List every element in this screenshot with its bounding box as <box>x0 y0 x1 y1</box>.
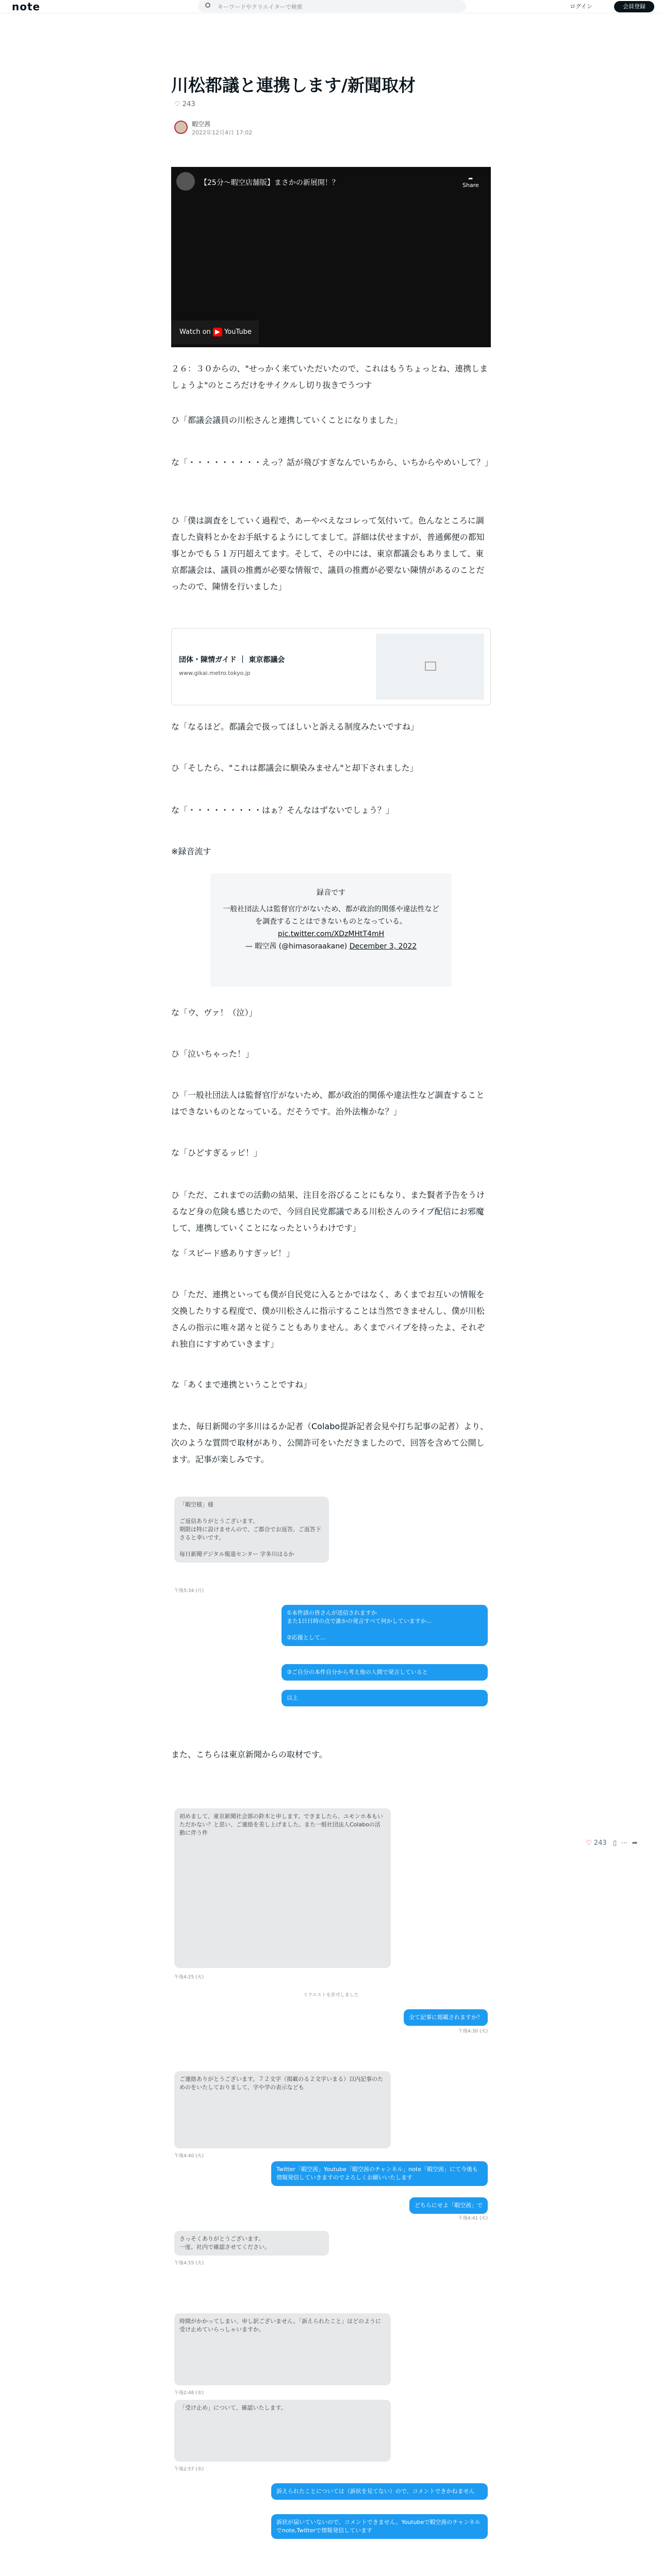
link-card-url: www.gikai.metro.tokyo.jp <box>179 670 251 676</box>
link-card-image <box>376 634 484 700</box>
search-input[interactable]: キーワードやクリエイターで検索 <box>198 0 466 12</box>
message-bubble: 「暇空様」様 ご返信ありがとうございます。 期限は特に設けませんので、ご都合でお返答。ご返答下さると幸いです。 毎日新聞デジタル報道センター 字多川はるか <box>174 1497 329 1563</box>
youtube-embed[interactable] <box>171 167 491 347</box>
dm-screenshot-2 <box>171 1793 491 2576</box>
like-count[interactable]: ♡ 243 <box>174 100 195 108</box>
paragraph: な「なるほど。都議会で扱ってほしいと訴える制度みたいですね」 <box>171 722 419 732</box>
more-icon[interactable]: ⋯ <box>621 1839 628 1847</box>
paragraph: また、毎日新聞の字多川はるか記者（Colabo提訴記者会見や打ち記事の記者）より、次のような質問で取材があり、公開許可をいただきましたので、回答を含めて公開します。記事が楽しみです。 <box>171 1421 489 1464</box>
message-time: 午後4:30 (火) <box>458 2029 488 2034</box>
signup-button[interactable]: 会員登録 <box>614 1 654 12</box>
message-bubble: 初めまして、東京新聞社会部の鈴木と申します。できましたら、ユモンホ本もいただかない？と思い、ご連絡を差し上げました。また一般社団法人Colaboの活動に伴う件 <box>174 1808 391 1968</box>
floating-actions <box>586 1839 638 1847</box>
link-card-title: 団体・陳情ガイド ｜ 東京都議会 <box>179 656 285 664</box>
author-name[interactable]: 暇空茜 <box>192 121 211 128</box>
paragraph: ひ「ただ、これまでの活動の結果、注目を浴びることにもなり、また賢者予告をうけるなど身の危険も感じたので、今回自民党都議である川松さんのライブ配信にお邪魔して、連携していくことになったというわけです」 <box>171 1190 485 1233</box>
video-title[interactable]: 【25分～暇空店舗版】まさかの新展開！？ <box>200 179 339 187</box>
message-bubble: ③ご自分の本件自分から考え他の人間で発言していると <box>282 1664 488 1681</box>
paragraph: な「スピード感ありすぎッピ！」 <box>171 1248 295 1258</box>
message-time: 午後2:48 (水) <box>174 2391 204 2396</box>
system-message: リクエストを許可しました <box>303 1993 359 1998</box>
note-logo[interactable]: note <box>12 1 41 13</box>
embedded-tweet[interactable]: 録音です 一般社団法人は監督官庁がないため、都が政治的関係や違法性などを調査することはできないものとなっている。 pic.twitter.com/XDzMHtT4mH — 暇空茜 (@himasoraakane) December 3, 2022 <box>210 873 452 987</box>
bookmark-icon[interactable]: ▯ <box>613 1839 617 1847</box>
paragraph: な「・・・・・・・・・えっ？話が飛びすぎなんでいちから、いちからやめいして？」 <box>171 457 493 467</box>
link-card[interactable] <box>171 628 491 705</box>
paragraph: ２６：３０からの、"せっかく来ていただいたので、これはもうちょっとね、連携しましょうよ"のところだけをサイクルし切り抜きでうつす <box>171 364 488 390</box>
message-time: 午後4:55 (火) <box>174 2261 204 2266</box>
youtube-logo: ▶ <box>213 328 222 336</box>
message-bubble: 訴えられたことについては（訴状を見てない）ので、コメントできかねません <box>271 2483 488 2500</box>
message-bubble: 時間がかかってしまい、申し訳ございません。「訴えられたこと」はどのように受け止めていらっしゃいますか。 <box>174 2313 391 2385</box>
paragraph: な「ひどすぎるッピ！」 <box>171 1148 262 1158</box>
search-icon <box>205 3 210 8</box>
paragraph: また、こちらは東京新聞からの取材です。 <box>171 1750 327 1759</box>
paragraph: ひ「都議会議員の川松さんと連携していくことになりました」 <box>171 415 403 425</box>
article-title: 川松都議と連携します/新聞取材 <box>171 75 416 95</box>
image-icon <box>425 662 436 671</box>
share-button[interactable]: ➦ Share <box>462 175 479 189</box>
message-bubble: 訴状が届いていないので、コメントできません。Youtubeで暇空茜のチャンネルでnote,Twitterで情報発信しています <box>271 2514 488 2539</box>
heart-icon: ♡ <box>174 100 180 108</box>
message-bubble: どちらにせよ「暇空茜」で <box>409 2197 488 2214</box>
heart-icon: ♡ <box>586 1839 592 1847</box>
message-bubble: 「受け止め」について、確認いたします。 <box>174 2400 391 2462</box>
tweet-date-link[interactable]: December 3, 2022 <box>349 942 417 951</box>
paragraph: ひ「ただ、連携といっても僕が自民党に入るとかではなく、あくまでお互いの情報を交換したりする程度で、僕が川松さんに指示することは当然できませんし、僕が川松さんの指示に唯々諾々と従うこともありません。あくまでパイプを持ったよ、それぞれ独自にすすめていきます」 <box>171 1290 485 1349</box>
like-button[interactable]: ♡ 243 <box>586 1839 607 1847</box>
paragraph: ひ「一般社団法人は監督官庁がないため、都が政治的関係や違法性など調査することはできないものとなっている。だそうです。治外法権かな？」 <box>171 1090 485 1116</box>
message-bubble: 以上 <box>282 1690 488 1706</box>
message-bubble: ご連絡ありがとうございます。７２文字（掲載のる２文字いまる）以内記事のためのをいたしておりまして、字や学の表示なども <box>174 2071 391 2148</box>
message-bubble: ①本件該の皆さんが送信されますか また1日日時の点で誰かの発言すべて何かしていますか... ②応援として... <box>282 1605 488 1646</box>
watch-on-youtube[interactable]: Watch on ▶ YouTube <box>171 320 259 344</box>
paragraph: な「ウ、ヴァ！（泣）」 <box>171 1008 257 1018</box>
paragraph: ※録音流す <box>171 846 211 856</box>
site-header <box>0 0 662 13</box>
author-avatar[interactable] <box>174 121 188 134</box>
paragraph: ひ「僕は調査をしていく過程で、あーやべえなコレって気付いて。色んなところに調査した資料とかをお手紙するようにしてまして。詳細は伏せますが、普通郵便の都知事とかでも５１万円超えてます。そして、その中には、東京都議会もありまして、東京都議会は、議員の推薦が必要な情報で、議員の推薦が必要ない陳情があるのことだったので、陳情を行いました」 <box>171 516 485 591</box>
paragraph: な「・・・・・・・・・はぁ？そんなはずないでしょう？」 <box>171 805 394 815</box>
channel-avatar <box>176 172 195 191</box>
message-bubble: さっそくありがとうございます。 一度、社内で確認させてください。 <box>174 2231 329 2256</box>
message-bubble: 全て記事に掲載されますか？ <box>404 2009 488 2026</box>
message-time: 午後4:40 (火) <box>174 2154 204 2159</box>
message-time: 午後2:57 (水) <box>174 2467 204 2472</box>
tweet-image-link[interactable]: pic.twitter.com/XDzMHtT4mH <box>277 930 385 938</box>
paragraph: な「あくまで連携ということですね」 <box>171 1380 312 1389</box>
message-time: 午後5:34 (月) <box>174 1588 204 1594</box>
share-icon: ➦ <box>468 175 473 182</box>
share-icon[interactable]: ➦ <box>632 1839 638 1847</box>
paragraph: ひ「泣いちゃった！」 <box>171 1049 254 1059</box>
message-time: 午後4:41 (火) <box>458 2216 488 2221</box>
publish-date: 2022年12月4日 17:02 <box>192 129 253 136</box>
message-time: 午後4:25 (火) <box>174 1975 204 1980</box>
login-button[interactable]: ログイン <box>570 3 592 10</box>
message-bubble: Twitter「暇空茜」Youtube「暇空茜のチャンネル」note「暇空茜」にて今後も情報発信していきますのでよろしくお願いいたします <box>271 2161 488 2186</box>
paragraph: ひ「そしたら、"これは都議会に馴染みません"と却下されました」 <box>171 763 418 773</box>
